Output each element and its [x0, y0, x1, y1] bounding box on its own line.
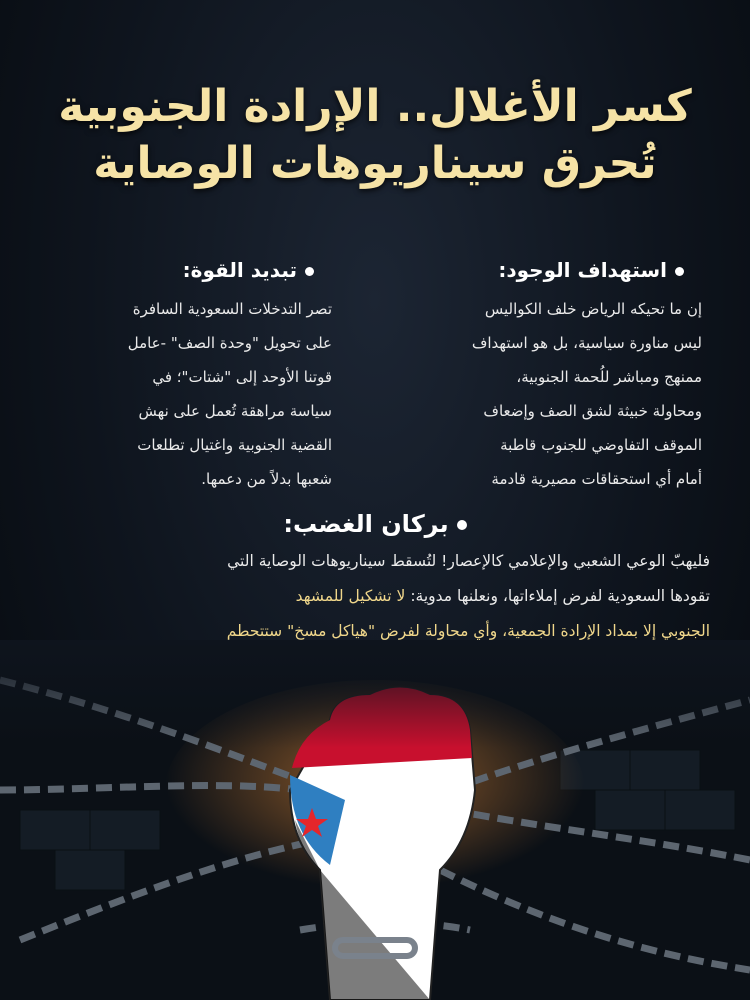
section-power-line: سياسة مراهقة تُعمل على نهش — [138, 402, 332, 420]
section-power-line: شعبها بدلاً من دعمها. — [201, 470, 332, 488]
section-volcano-line-2 — [40, 579, 710, 614]
section-existence-line: ليس مناورة سياسية، بل هو استهداف — [471, 334, 702, 352]
section-volcano-line-3: الجنوبي إلا بمداد الإرادة الجمعية، وأي محاولة لفرض "هياكل مسخ" ستتحطم — [226, 622, 710, 640]
headline-line-2: تُحرق سيناريوهات الوصاية — [93, 138, 657, 190]
section-power-line: تصر التدخلات السعودية السافرة — [132, 300, 332, 318]
bullet-icon — [675, 267, 684, 276]
section-power-heading — [32, 258, 332, 282]
artwork-fade — [0, 640, 750, 1000]
section-volcano-line-1: فليهبّ الوعي الشعبي والإعلامي كالإعصار! لتُسقط سيناريوهات الوصاية التي — [227, 552, 710, 570]
section-existence-line: ومحاولة خبيثة لشق الصف وإضعاف — [483, 402, 702, 420]
headline — [40, 78, 710, 192]
section-power-line: على تحويل "وحدة الصف" -عامل — [127, 334, 332, 352]
section-volcano-line-2-text: تقودها السعودية لفرض إملاءاتها، ونعلنها مدوية: — [410, 587, 710, 605]
section-power-line: القضية الجنوبية واغتيال تطلعات — [137, 436, 332, 454]
fist-breaking-chains-artwork — [0, 640, 750, 1000]
section-existence-line: أمام أي استحقاقات مصيرية قادمة — [491, 470, 702, 488]
section-power — [32, 258, 332, 496]
section-existence-line: ممنهج ومباشر للُحمة الجنوبية، — [516, 368, 702, 386]
bullet-icon — [305, 267, 314, 276]
section-power-line: قوتنا الأوحد إلى "شتات"؛ في — [152, 368, 332, 386]
section-volcano-heading-text: بركان الغضب: — [283, 510, 449, 538]
section-existence-line: إن ما تحيكه الرياض خلف الكواليس — [484, 300, 702, 318]
section-volcano-heading — [40, 510, 710, 538]
section-existence-heading-text: استهداف الوجود: — [498, 258, 667, 282]
section-power-heading-text: تبديد القوة: — [182, 258, 297, 282]
headline-line-1: كسر الأغلال.. الإرادة الجنوبية — [58, 81, 692, 132]
section-existence-line: الموقف التفاوضي للجنوب قاطبة — [500, 436, 702, 454]
section-existence-heading — [402, 258, 702, 282]
bullet-icon — [457, 520, 467, 530]
section-existence — [402, 258, 702, 496]
section-volcano-line-2-highlight: لا تشكيل للمشهد — [295, 587, 411, 605]
